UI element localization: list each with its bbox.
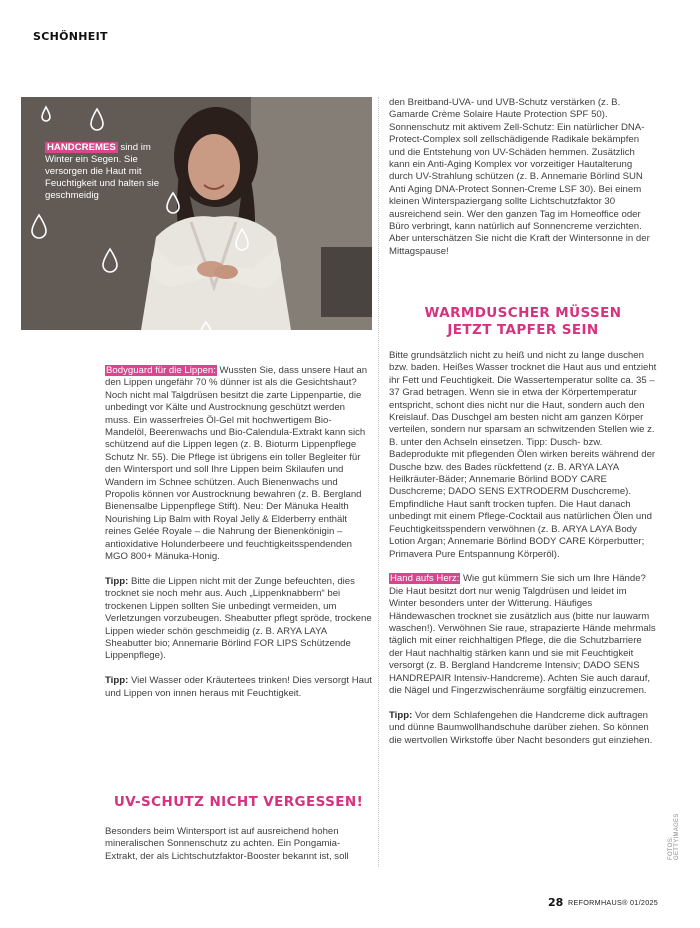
heading-line-1: WARMDUSCHER MÜSSEN xyxy=(424,305,622,321)
magazine-issue: REFORMHAUS® 01/2025 xyxy=(568,898,659,907)
column-divider xyxy=(378,97,380,867)
left-column-bottom xyxy=(105,826,372,876)
right-column-top xyxy=(389,97,657,271)
tip-water xyxy=(105,675,372,700)
tip-label: Tipp: xyxy=(389,709,413,721)
tip-label: Tipp: xyxy=(105,675,129,687)
tip-lips xyxy=(105,576,372,663)
caption-text: sind im Winter ein Segen. Sie versorgen die Haut mit Feuchtigkeit und halten sie geschmeidig xyxy=(45,142,160,201)
paragraph-uv-cont: den Breitband-UVA- und UVB-Schutz verstärken (z. B. Gamarde Crème Solaire Haute Protection SPF 50). Sonnenschutz mit aktivem Zell-Schutz: Ein natürlicher DNA-Protect-Complex soll zellschädigende Radikale bekämpfen und die Entstehung von UV-Schäden hemmen. Zusätzlich kann ein Anti-Aging Komplex vor vorzeitiger Hautalterung durch UV-Strahlung schützen (z. B. Annemarie Börlind SUN Anti Aging DNA-Protect Sonnen-Creme LSF 30). Bei einem kleinen Winterspaziergang sollte Lichtschutzfaktor 30 ausreichend sein. Wer den ganzen Tag im Homeoffice oder Büro verbringt, kann natürlich auf Sonnencreme verzichten. Aber unterschätzen Sie nicht die Kraft der Wintersonne in der Mittagspause! xyxy=(389,97,650,257)
tip-hands xyxy=(389,710,657,747)
heading-uv: UV-SCHUTZ NICHT VERGESSEN! xyxy=(113,794,364,810)
heading-warmduscher xyxy=(389,305,657,339)
photo-credit: FOTOS: GETTYIMAGES xyxy=(668,813,680,860)
paragraph-uv: Besonders beim Wintersport ist auf ausreichend hohen mineralischen Sonnenschutz zu achten. Ein Pongamia-Extrakt, der als Lichtschutzfaktor-Booster bekannt ist, soll xyxy=(105,826,349,862)
photo-caption xyxy=(45,142,175,202)
paragraph-hands-text: Wie gut kümmern Sie sich um Ihre Hände? Die Haut besitzt dort nur wenig Talgdrüsen und leidet im Winter besonders unter der Witterung. Häufiges Händewaschen trocknet sie zusätzlich aus (bitte nur lauwarm waschen!). Verwöhnen Sie raue, strapazierte Hände mehrmals täglich mit einer reichhaltigen Pflege, die die Schutzbarriere der Haut nachhaltig stärken kann und sie mit Feuchtigkeit versorgt (z. B. Bergland Handcreme Intensiv; DADO SENS HANDREPAIR Intensiv-Handcreme). Achten Sie auch darauf, die Nägel und Fingerzwischenräume sorgfältig einzucremen. xyxy=(389,573,656,696)
paragraph-hands xyxy=(389,573,657,697)
section-label: SCHÖNHEIT xyxy=(33,30,108,43)
right-column-bottom xyxy=(389,350,657,759)
photo-illustration xyxy=(21,97,372,330)
tip-water-text: Viel Wasser oder Kräutertees trinken! Dies versorgt Haut und Lippen von innen heraus mit Feuchtigkeit. xyxy=(105,675,372,699)
label-hand-aufs-herz: Hand aufs Herz: xyxy=(390,573,460,585)
label-bodyguard: Bodyguard für die Lippen: xyxy=(106,365,216,376)
hero-photo xyxy=(21,97,372,330)
heading-line-2: JETZT TAPFER SEIN xyxy=(447,322,599,338)
caption-highlight: HANDCREMES xyxy=(47,142,116,153)
left-column-top xyxy=(105,365,372,712)
paragraph-lips-text: Wussten Sie, dass unsere Haut an den Lippen ungefähr 70 % dünner ist als die Gesichtshaut? Noch nicht mal Talgdrüsen besitzt die zarte Lippenpartie, die unbedingt vor Kälte und Austrocknung geschützt werden muss. Ein wasserfreies Öl-Gel mit hochwertigem Bio-Mandelöl, Beerenwachs und Bio-Calendula-Extrakt kann sich schützend auf die Lippen legen (z. B. Bioturm Lippenpflege Schutz Nr. 55). Die Pflege ist übrigens ein toller Begleiter für den Wintersport und soll Ihre Lippen beim Skilaufen und Wandern im Schnee schützen. Auch Bienenwachs und Propolis können vor Austrocknung bewahren (z. B. Bergland Bienensalbe Lippenpflege Stift). Neu: Der Mänuka Health Nourishing Lip Balm with Royal Jelly & Elderberry enthält reines Gelée Royale – die Nahrung der Bienenkönigin – antioxidative Holunderbeere und feuchtigkeitsspendenden MGO 800+ Mänuka-Honig. xyxy=(105,365,368,563)
tip-hands-text: Vor dem Schlafengehen die Handcreme dick auftragen und dünne Baumwollhandschuhe darüber ziehen. So können die wertvollen Wirkstoffe über Nacht besonders gut einziehen. xyxy=(389,709,653,746)
page-number: 28 xyxy=(548,896,564,909)
paragraph-shower: Bitte grundsätzlich nicht zu heiß und nicht zu lange duschen bzw. baden. Heißes Wasser trocknet die Haut aus und entzieht ihr Fett und Feuchtigkeit. Die Wassertemperatur sollte ca. 35 – 37 Grad betragen. Wenn sie in etwa der Körpertemperatur entspricht, schont dies nicht nur die Haut, sondern auch den Kreislauf. Das Duschgel am besten nicht am ganzen Körper verteilen, sondern nur sparsam an schwitzenden Stellen wie z. B. unter den Achseln einsetzen. Tipp: Dusch- bzw. Badeprodukte mit pflegenden Ölen wirken bereits während der Dusche bzw. des Bades rückfettend (z. B. ARYA LAYA Heilkräuter-Bäder; Annemarie Börlind BODY CARE Duschcreme; DADO SENS EXTRODERM Duschcreme). Empfindliche Haut sanft trocken tupfen. Die Haut danach unbedingt mit einem Pflege-Cocktail aus natürlichen Ölen und Feuchtigkeitsspendern verwöhnen (z. B. ARYA LAYA Body Lotion Argan; Annemarie Börlind BODY CARE Körperbutter; Primavera Pure Entspannung Körperöl). xyxy=(389,350,657,560)
tip-label: Tipp: xyxy=(105,575,129,587)
tip-lips-text: Bitte die Lippen nicht mit der Zunge befeuchten, dies trocknet sie noch mehr aus. Auch „Lippenknabbern“ bei trockenen Lippen sollten Sie unbedingt vermeiden, um Verletzungen vorzubeugen. Sheabutter pflegt spröde, trockene Lippen wieder schön geschmeidig (z. B. ARYA LAYA Sheabutter bio; Annemarie Börlind FOR LIPS Schützende Lippenpflege). xyxy=(105,575,372,662)
paragraph-lips xyxy=(105,365,372,564)
